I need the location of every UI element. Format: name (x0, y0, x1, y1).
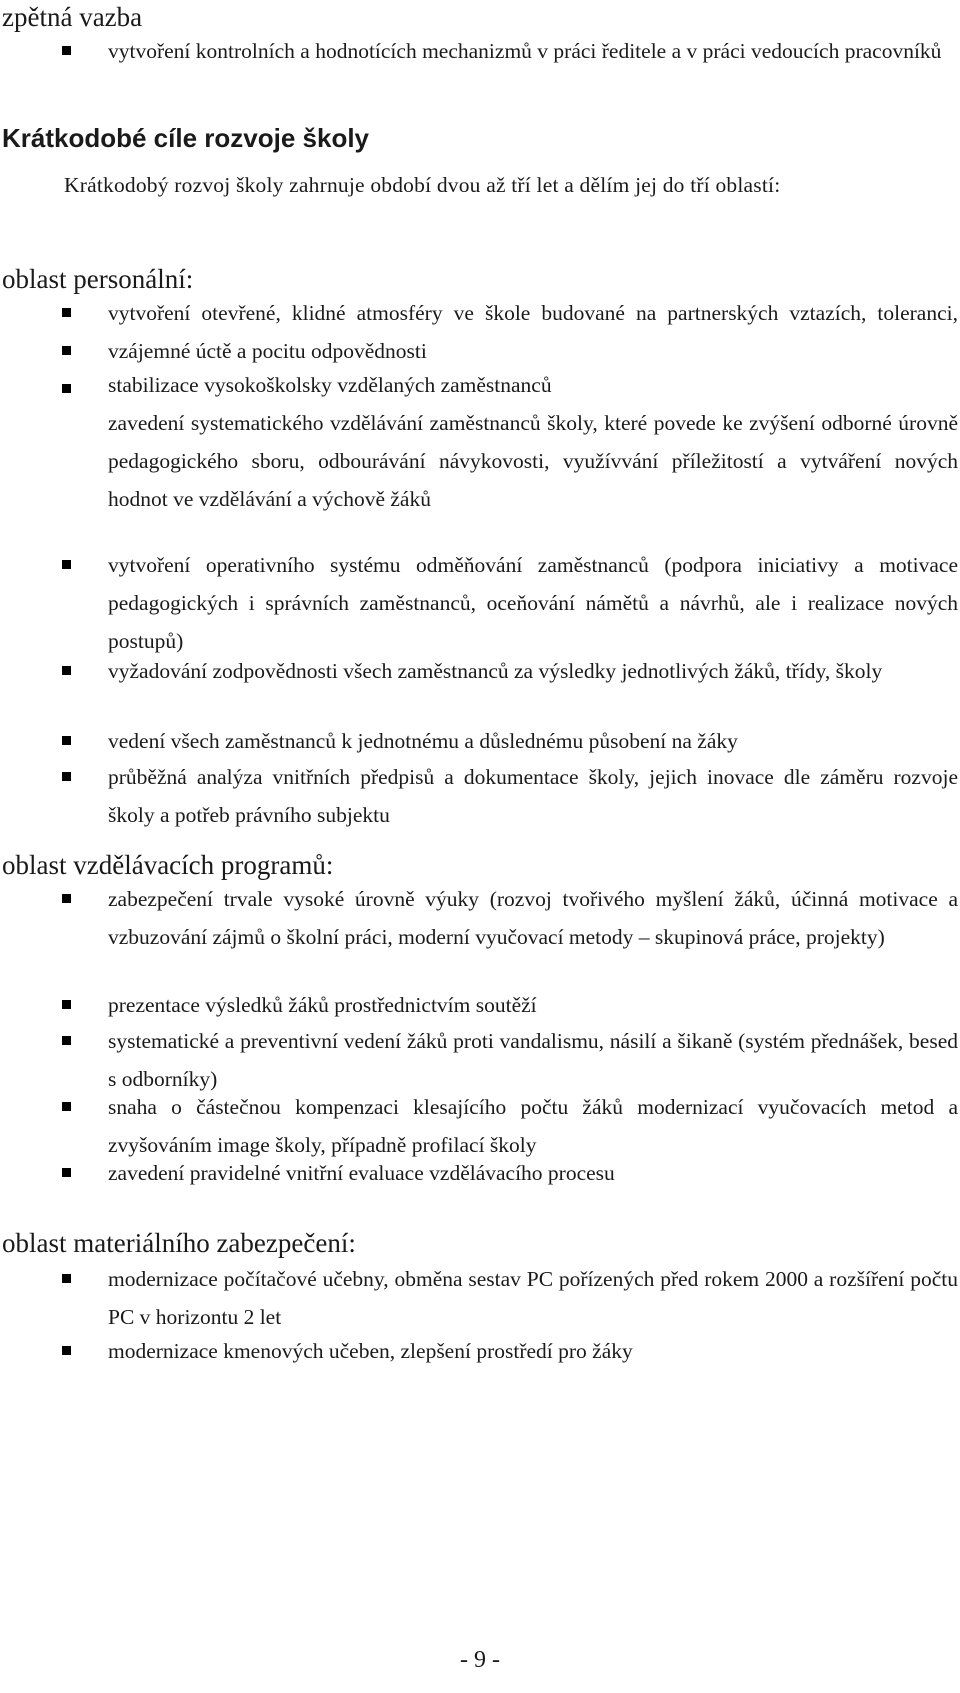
bullet-icon (62, 1000, 71, 1009)
material-heading: oblast materiálního zabezpečení: (2, 1228, 356, 1258)
material-item: modernizace kmenových učeben, zlepšení prostředí pro žáky (108, 1339, 633, 1363)
bullet-icon (62, 1346, 71, 1355)
personnel-item: zavedení systematického vzdělávání zaměstnanců školy, které povede ke zvýšení odborné úrovně pedagogického sboru, odbourávání návykovosti, využívvání příležitostí a vytváření nových hodnot ve vzdělávání a výchově žáků (108, 411, 958, 511)
bullet-icon (62, 894, 71, 903)
programs-item: snaha o částečnou kompenzaci klesajícího počtu žáků modernizací vyučovacích metod a zvyšováním image školy, případně profilací školy (108, 1095, 958, 1157)
programs-item: zavedení pravidelné vnitřní evaluace vzdělávacího procesu (108, 1161, 615, 1185)
bullet-icon (62, 384, 71, 393)
short-term-heading: Krátkodobé cíle rozvoje školy (2, 123, 370, 153)
personnel-item: stabilizace vysokoškolsky vzdělaných zaměstnanců (108, 373, 552, 397)
personnel-item: průběžná analýza vnitřních předpisů a dokumentace školy, jejich inovace dle záměru rozvoje školy a potřeb právního subjektu (108, 765, 958, 827)
feedback-item: vytvoření kontrolních a hodnotících mechanizmů v práci ředitele a v práci vedoucích pracovníků (108, 39, 942, 63)
personnel-item: vytvoření operativního systému odměňování zaměstnanců (podpora iniciativy a motivace pedagogických i správních zaměstnanců, oceňování námětů a návrhů, ale i realizace nových postupů) (108, 553, 958, 653)
intro-text: Krátkodobý rozvoj školy zahrnuje období dvou až tří let a dělím jej do tří oblastí: (64, 173, 781, 197)
bullet-icon (62, 1274, 71, 1283)
personnel-item: vyžadování zodpovědnosti všech zaměstnanců za výsledky jednotlivých žáků, třídy, školy (108, 659, 883, 683)
bullet-icon (62, 1102, 71, 1111)
bullet-icon (62, 560, 71, 569)
programs-item: systematické a preventivní vedení žáků proti vandalismu, násilí a šikaně (systém přednášek, besed s odborníky) (108, 1029, 958, 1091)
bullet-icon (62, 1168, 71, 1177)
material-item: modernizace počítačové učebny, obměna sestav PC pořízených před rokem 2000 a rozšíření počtu PC v horizontu 2 let (108, 1267, 958, 1329)
short-term-intro (2, 166, 957, 204)
personnel-heading: oblast personální: (2, 264, 194, 294)
personnel-item: vytvoření otevřené, klidné atmosféry ve škole budované na partnerských vztazích, toleranci, vzájemné úctě a pocitu odpovědnosti (108, 301, 958, 363)
bullet-icon (62, 346, 71, 355)
bullet-icon (62, 46, 71, 55)
programs-item: zabezpečení trvale vysoké úrovně výuky (rozvoj tvořivého myšlení žáků, účinná motivace a vzbuzování zájmů o školní práci, moderní vyučovací metody – skupinová práce, projekty) (108, 887, 958, 949)
programs-heading: oblast vzdělávacích programů: (2, 850, 334, 880)
bullet-icon (62, 1036, 71, 1045)
feedback-heading: zpětná vazba (2, 2, 143, 32)
bullet-icon (62, 772, 71, 781)
bullet-icon (62, 308, 71, 317)
programs-item: prezentace výsledků žáků prostřednictvím soutěží (108, 993, 537, 1017)
bullet-icon (62, 736, 71, 745)
bullet-icon (62, 666, 71, 675)
page-number: - 9 - (460, 1647, 500, 1673)
personnel-item: vedení všech zaměstnanců k jednotnému a důslednému působení na žáky (108, 729, 738, 753)
